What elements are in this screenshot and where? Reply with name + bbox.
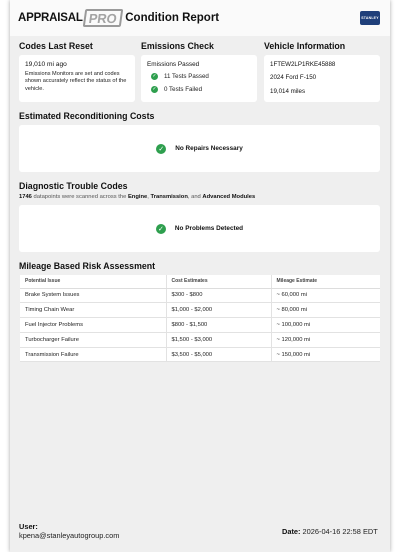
tests-failed-row xyxy=(151,86,202,93)
no-repairs-text: No Repairs Necessary xyxy=(175,145,243,152)
vehicle-miles: 19,014 miles xyxy=(270,88,306,95)
table-row xyxy=(20,318,380,333)
vehicle-info-card xyxy=(264,55,380,102)
dtc-comma-2: , and xyxy=(187,194,203,200)
risk-table xyxy=(20,275,380,362)
footer-date xyxy=(282,527,378,536)
reconditioning-title: Estimated Reconditioning Costs xyxy=(19,111,155,121)
col-header-cost: Cost Estimates xyxy=(166,275,271,288)
footer-date-value: 2026-04-16 22:58 EDT xyxy=(302,527,378,536)
cell-cost: $1,500 - $3,000 xyxy=(166,332,271,347)
logo-main-text: APPRAISAL xyxy=(18,12,83,24)
vehicle-vin: 1FTEW2LP1RKE45888 xyxy=(270,61,336,68)
vehicle-info-title: Vehicle Information xyxy=(264,41,346,51)
dtc-comma-1: , xyxy=(147,194,151,200)
dtc-title: Diagnostic Trouble Codes xyxy=(19,181,128,191)
codes-last-reset-card xyxy=(19,55,135,102)
table-row xyxy=(20,332,380,347)
tests-passed-text: 11 Tests Passed xyxy=(164,73,209,80)
risk-assessment-title: Mileage Based Risk Assessment xyxy=(19,261,156,271)
report-header xyxy=(10,0,390,36)
tests-failed-text: 0 Tests Failed xyxy=(164,86,203,93)
cell-issue: Transmission Failure xyxy=(20,347,166,362)
no-problems-text: No Problems Detected xyxy=(174,225,244,232)
table-row xyxy=(20,347,380,362)
footer-user-email: kpena@stanleyautogroup.com xyxy=(19,531,120,540)
cell-cost: $300 - $800 xyxy=(166,288,271,303)
check-circle-icon: ✓ xyxy=(152,73,157,79)
emissions-status: Emissions Passed xyxy=(147,61,200,68)
dtc-status xyxy=(19,205,380,252)
col-header-mileage: Mileage Estimate xyxy=(271,275,380,288)
cell-cost: $1,000 - $2,000 xyxy=(166,303,271,318)
cell-issue: Turbocharger Failure xyxy=(20,332,166,347)
risk-table-header-row xyxy=(20,275,380,288)
cell-cost: $3,500 - $5,000 xyxy=(166,347,271,362)
appraisal-pro-logo xyxy=(18,9,121,27)
dtc-modules: Advanced Modules xyxy=(202,194,256,200)
cell-mileage: ~ 120,000 mi xyxy=(271,332,380,347)
col-header-issue: Potential Issue xyxy=(20,275,166,288)
emissions-check-card xyxy=(141,55,257,102)
dtc-description xyxy=(19,194,255,200)
dealer-badge-text: STANLEY xyxy=(361,16,379,20)
dtc-text: datapoints were scanned across the xyxy=(31,194,128,200)
tests-passed-row xyxy=(151,73,209,80)
report-title: Condition Report xyxy=(125,12,220,24)
footer-user-label: User: xyxy=(19,522,38,531)
cell-issue: Timing Chain Wear xyxy=(20,303,166,318)
dtc-engine: Engine xyxy=(127,194,148,200)
reconditioning-card xyxy=(19,125,380,172)
dealer-badge-icon xyxy=(360,11,380,25)
codes-reset-mileage: 19,010 mi ago xyxy=(25,61,67,68)
reconditioning-status xyxy=(19,125,380,172)
cell-mileage: ~ 100,000 mi xyxy=(271,318,380,333)
table-row xyxy=(20,288,380,303)
cell-issue: Brake System Issues xyxy=(20,288,166,303)
dtc-transmission: Transmission xyxy=(150,194,188,200)
dtc-count: 1746 xyxy=(19,194,32,200)
dtc-card xyxy=(19,205,380,252)
check-circle-icon: ✓ xyxy=(156,144,166,154)
footer-date-label: Date: xyxy=(282,527,301,536)
table-row xyxy=(20,303,380,318)
emissions-check-title: Emissions Check xyxy=(141,41,214,51)
cell-cost: $800 - $1,500 xyxy=(166,318,271,333)
cell-mileage: ~ 80,000 mi xyxy=(271,303,380,318)
logo-pro-text: PRO xyxy=(82,9,122,27)
vehicle-model: 2024 Ford F-150 xyxy=(270,74,317,81)
check-circle-icon: ✓ xyxy=(156,224,166,234)
check-circle-icon: ✓ xyxy=(152,86,157,92)
codes-last-reset-title: Codes Last Reset xyxy=(19,41,93,51)
report-page xyxy=(10,0,390,552)
cell-mileage: ~ 150,000 mi xyxy=(271,347,380,362)
cell-issue: Fuel Injector Problems xyxy=(20,318,166,333)
cell-mileage: ~ 60,000 mi xyxy=(271,288,380,303)
codes-reset-note: Emissions Monitors are set and codes shown accurately reflect the status of the vehicle. xyxy=(25,71,127,92)
